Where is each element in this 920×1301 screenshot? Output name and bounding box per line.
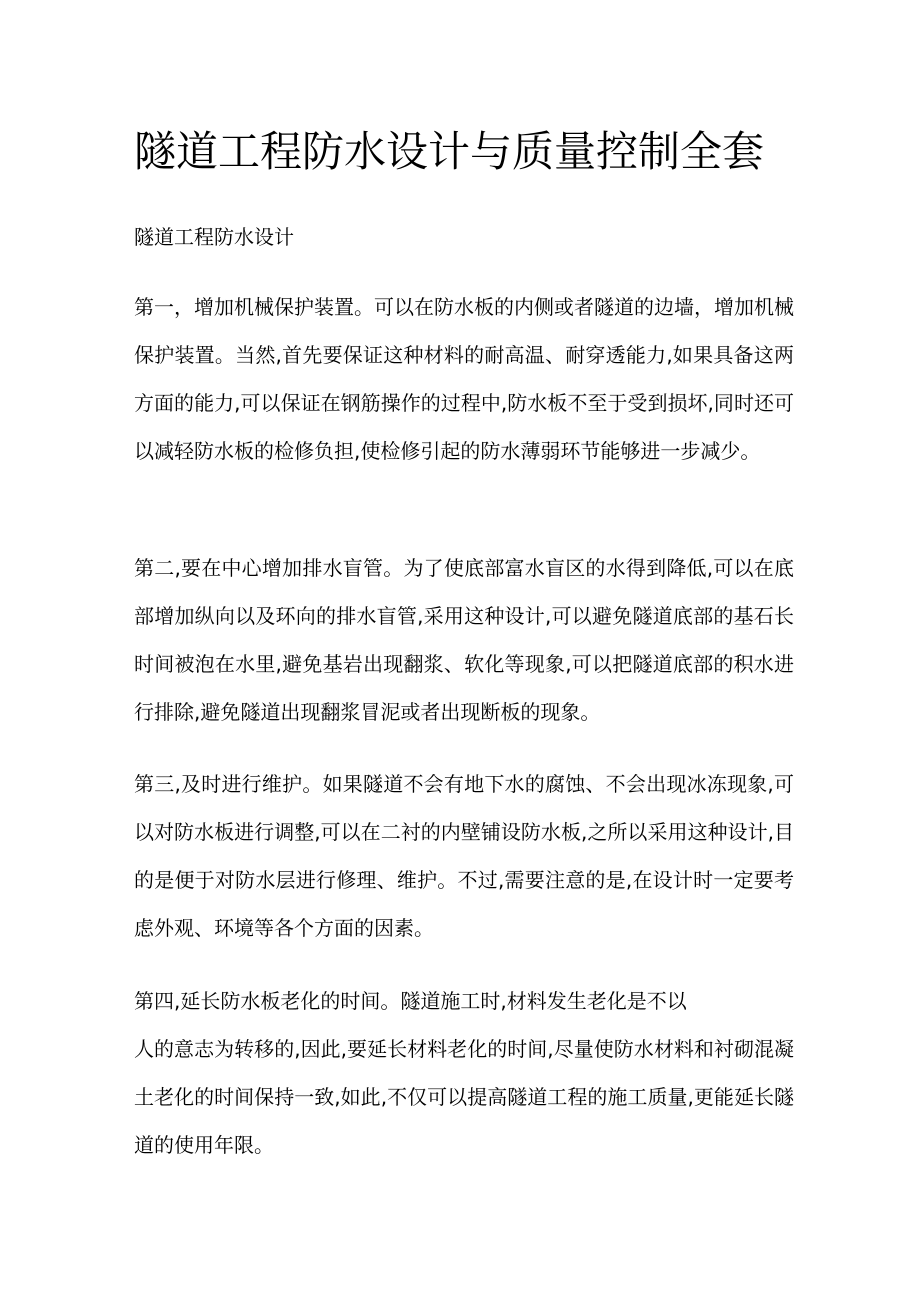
paragraph-3: 第三,及时进行维护。如果隧道不会有地下水的腐蚀、不会出现冰冻现象,可以对防水板进行调整,可以在二衬的内壁铺设防水板,之所以采用这种设计,目的是便于对防水层进行修理、维护。不过,需要注意的是,在设计时一定要考虑外观、环境等各个方面的因素。 xyxy=(134,772,794,940)
paragraph-4: 第四,延长防水板老化的时间。隧道施工时,材料发生老化是不以 xyxy=(134,989,687,1013)
document-title: 隧道工程防水设计与质量控制全套 xyxy=(134,127,765,176)
section-heading: 隧道工程防水设计 xyxy=(134,225,294,249)
paragraph-1: 第一，增加机械保护装置。可以在防水板的内侧或者隧道的边墙，增加机械保护装置。当然,首先要保证这种材料的耐高温、耐穿透能力,如果具备这两方面的能力,可以保证在钢筋操作的过程中,防水板不至于受到损坏,同时还可以减轻防水板的检修负担,使检修引起的防水薄弱环节能够进一步减少。 xyxy=(134,295,794,463)
paragraph-5: 人的意志为转移的,因此,要延长材料老化的时间,尽量使防水材料和衬砌混凝土老化的时间保持一致,如此,不仅可以提高隧道工程的施工质量,更能延长隧道的使用年限。 xyxy=(134,1037,794,1157)
paragraph-2: 第二,要在中心增加排水盲管。为了使底部富水盲区的水得到降低,可以在底部增加纵向以及环向的排水盲管,采用这种设计,可以避免隧道底部的基石长时间被泡在水里,避免基岩出现翻浆、软化等现象,可以把隧道底部的积水进行排除,避免隧道出现翻浆冒泥或者出现断板的现象。 xyxy=(134,556,794,724)
